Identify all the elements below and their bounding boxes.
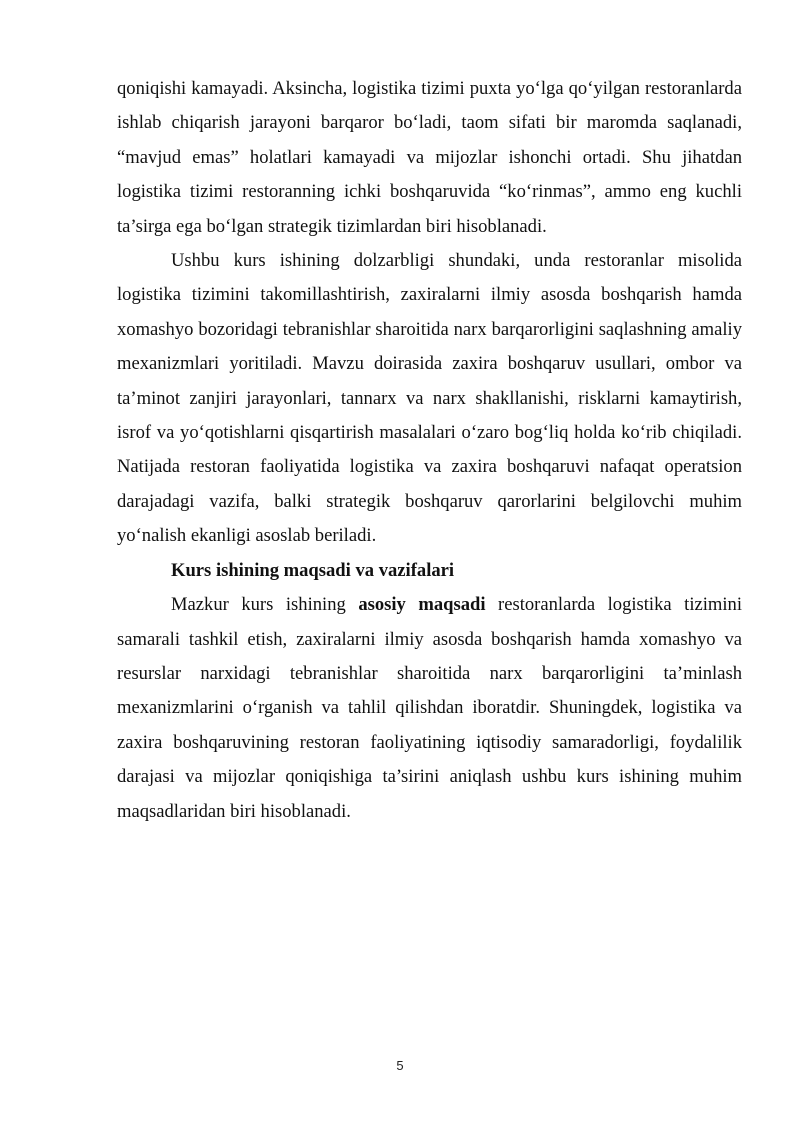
goal-text-start: Mazkur kurs ishining xyxy=(171,594,359,616)
section-heading: Kurs ishining maqsadi va vazifalari xyxy=(171,559,455,581)
paragraph-relevance: Ushbu kurs ishining dolzarbligi shundaki, unda restoranlar misolida logistika tizimini takomillashtirish, zaxiralarni ilmiy asosda boshqarish hamda xomashyo bozoridagi tebranishlar sharoitida narx barqarorligini saqlashning amaliy mexanizmlari yoritiladi. Mavzu doirasida zaxira boshqaruv usullari, ombor va ta’minot zanjiri jarayonlari, tannarx va narx shakllanishi, risklarni kamaytirish, isrof va yo‘qotishlarni qisqartirish masalalari o‘zaro bog‘liq holda ko‘rib chiqiladi. Natijada restoran faoliyatida logistika va zaxira boshqaruvi nafaqat operatsion darajadagi vazifa, balki strategik boshqaruv qarorlarini belgilovchi muhim yo‘nalish ekanligi asoslab beriladi. xyxy=(117,250,742,547)
page-number: 5 xyxy=(396,1058,404,1073)
goal-bold-term: asosiy maqsadi xyxy=(358,594,486,616)
goal-text-rest: restoranlarda logistika tizimini samarali tashkil etish, zaxiralarni ilmiy asosda boshqarish hamda xomashyo va resurslar narxidagi tebranishlar sharoitida narx barqarorligini ta’minlash mexanizmlarini o‘rganish va tahlil qilishdan iboratdir. Shuningdek, logistika va zaxira boshqaruvining restoran faoliyatining iqtisodiy samaradorligi, foydalilik darajasi va mijozlar qoniqishiga ta’sirini aniqlash ushbu kurs ishining muhim maqsadlaridan biri hisoblanadi. xyxy=(117,594,742,822)
page-body xyxy=(117,72,742,829)
paragraph-goal xyxy=(117,588,742,829)
paragraph-continuation: qoniqishi kamayadi. Aksincha, logistika tizimi puxta yo‘lga qo‘yilgan restoranlarda ishlab chiqarish jarayoni barqaror bo‘ladi, taom sifati bir maromda saqlanadi, “mavjud emas” holatlari kamayadi va mijozlar ishonchi ortadi. Shu jihatdan logistika tizimi restoranning ichki boshqaruvida “ko‘rinmas”, ammo eng kuchli ta’sirga ega bo‘lgan strategik tizimlardan biri hisoblanadi. xyxy=(117,78,742,237)
